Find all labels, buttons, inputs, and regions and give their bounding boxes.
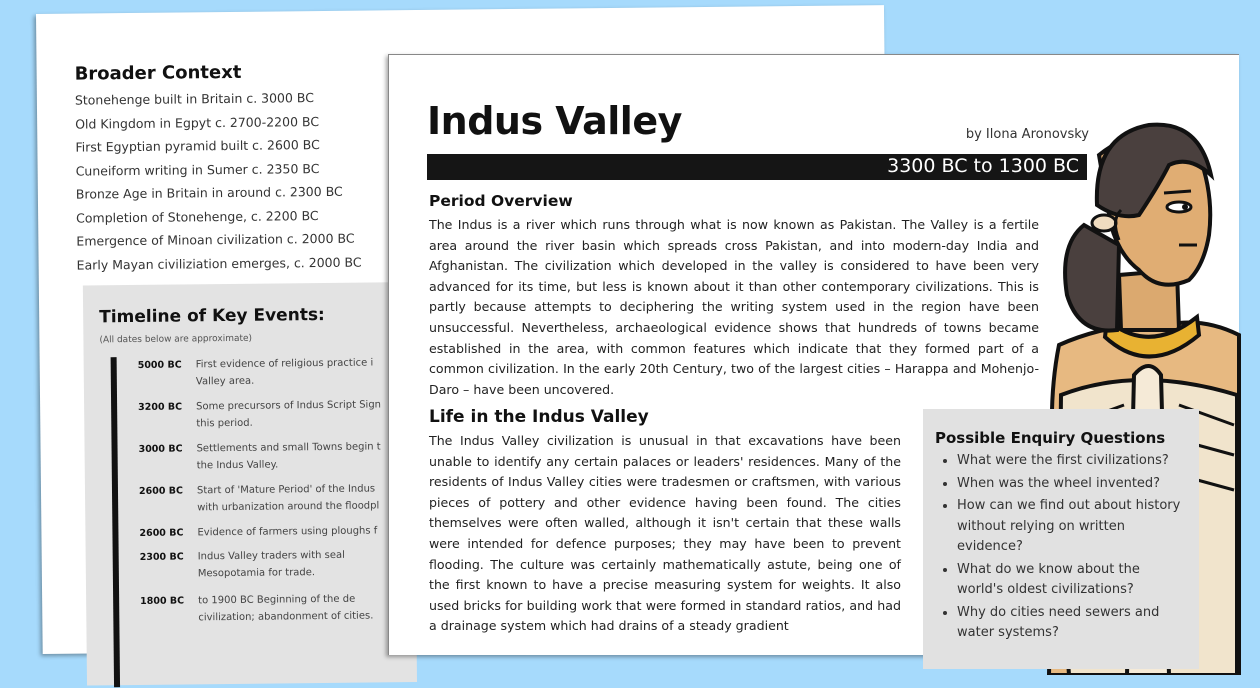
event-text: Settlements and small Towns begin t xyxy=(196,441,381,455)
enquiry-question: • When was the wheel invented? xyxy=(957,474,1187,495)
timeline-note: (All dates below are approximate) xyxy=(99,333,253,346)
event-text: Evidence of farmers using ploughs f xyxy=(197,525,378,539)
broader-context-list xyxy=(75,86,362,277)
context-item: Emergence of Minoan civilization c. 2000 BC xyxy=(76,230,355,249)
life-title: Life in the Indus Valley xyxy=(429,407,649,427)
event-text: Some precursors of Indus Script Sign xyxy=(196,399,382,413)
event-text: with urbanization around the floodpl xyxy=(197,500,380,514)
event-date: 2600 BC xyxy=(138,485,184,497)
enquiry-title: Possible Enquiry Questions xyxy=(935,429,1166,447)
date-banner xyxy=(427,154,1087,180)
context-item: Stonehenge built in Britain c. 3000 BC xyxy=(74,90,315,108)
timeline-bar xyxy=(111,357,120,687)
event-date: 2300 BC xyxy=(139,551,184,563)
life-text: The Indus Valley civilization is unusual in that excavations have been unable to identify any certain palaces or leaders' residences. Many of the residents of Indus Valley cities were tradesmen or craftsmen, with various pieces of pottery and other evidence having been found. The cities themselves were often walled, although it isn't certain that these walls were intended for defence purposes; they may have been to prevent flooding. The culture was certainly mathematically astute, being one of the first known to have a precise measuring system for weights. It also used bricks for building work that were formed in standard ratios, and had a drainage system which had drains of a steady gradient xyxy=(429,433,901,634)
context-item: First Egyptian pyramid built c. 2600 BC xyxy=(75,137,320,155)
enquiry-question: • How can we find out about history without relying on written evidence? xyxy=(957,496,1187,558)
event-text: First evidence of religious practice i xyxy=(195,357,374,371)
context-item: Cuneiform writing in Sumer c. 2350 BC xyxy=(75,160,320,179)
enquiry-question: • Why do cities need sewers and water systems? xyxy=(957,603,1187,644)
event-text: Start of 'Mature Period' of the Indus xyxy=(196,483,376,497)
context-item: Bronze Age in Britain in around c. 2300 BC xyxy=(75,183,343,202)
event-date: 3200 BC xyxy=(138,401,183,413)
enquiry-questions-box xyxy=(923,409,1199,669)
date-range: 3300 BC to 1300 BC xyxy=(887,155,1079,177)
event-text: Indus Valley traders with seal xyxy=(197,549,345,563)
event-date: 1800 BC xyxy=(140,595,185,607)
event-text: the Indus Valley. xyxy=(196,459,279,472)
context-item: Completion of Stonehenge, c. 2200 BC xyxy=(76,207,319,226)
timeline-event xyxy=(139,522,377,541)
event-text: Valley area. xyxy=(195,375,255,388)
event-text: civilization; abandonment of cities. xyxy=(198,610,374,624)
timeline-title: Timeline of Key Events: xyxy=(99,304,325,328)
enquiry-question: • What were the first civilizations? xyxy=(957,451,1187,472)
timeline-event xyxy=(138,438,380,475)
context-item: Early Mayan civiliziation emerges, c. 2000 BC xyxy=(76,254,362,273)
enquiry-list xyxy=(935,451,1187,646)
timeline-event xyxy=(139,480,379,517)
context-item: Old Kingdom in Egpyt c. 2700-2200 BC xyxy=(75,113,320,132)
timeline-event xyxy=(138,396,381,433)
author: by Ilona Aronovsky xyxy=(965,127,1089,142)
period-overview-title: Period Overview xyxy=(429,192,573,210)
event-text: to 1900 BC Beginning of the de xyxy=(198,593,356,607)
timeline-event xyxy=(140,591,373,627)
page-title: Indus Valley xyxy=(427,99,682,143)
event-date: 5000 BC xyxy=(137,359,182,371)
broader-context-title: Broader Context xyxy=(74,61,242,85)
front-page xyxy=(388,54,1239,655)
period-overview-text: The Indus is a river which runs through what is now known as Pakistan. The Valley is a fertile area around the river basin which spreads cross Pakistan, and into modern-day India and Afghanistan. The civilization which developed in the valley is considered to have been very advanced for its time, but less is known about it than other contemporary civilizations. This is partly because attempts to deciphering the writing system used in the region have been unsuccessful. Nevertheless, archaeological evidence shows that hundreds of towns became established in the area, with common features which indicate that they formed part of a common civilization. In the early 20th Century, two of the largest cities – Harappa and Mohenjo-Daro – have been uncovered. xyxy=(429,217,1039,397)
timeline-event xyxy=(140,547,346,583)
timeline-box xyxy=(83,282,417,685)
event-text: this period. xyxy=(196,417,253,430)
timeline-event xyxy=(138,354,374,390)
event-date: 2600 BC xyxy=(139,527,184,539)
event-text: Mesopotamia for trade. xyxy=(197,567,316,580)
event-date: 3000 BC xyxy=(138,443,183,455)
enquiry-question: • What do we know about the world's oldest civilizations? xyxy=(957,560,1187,601)
